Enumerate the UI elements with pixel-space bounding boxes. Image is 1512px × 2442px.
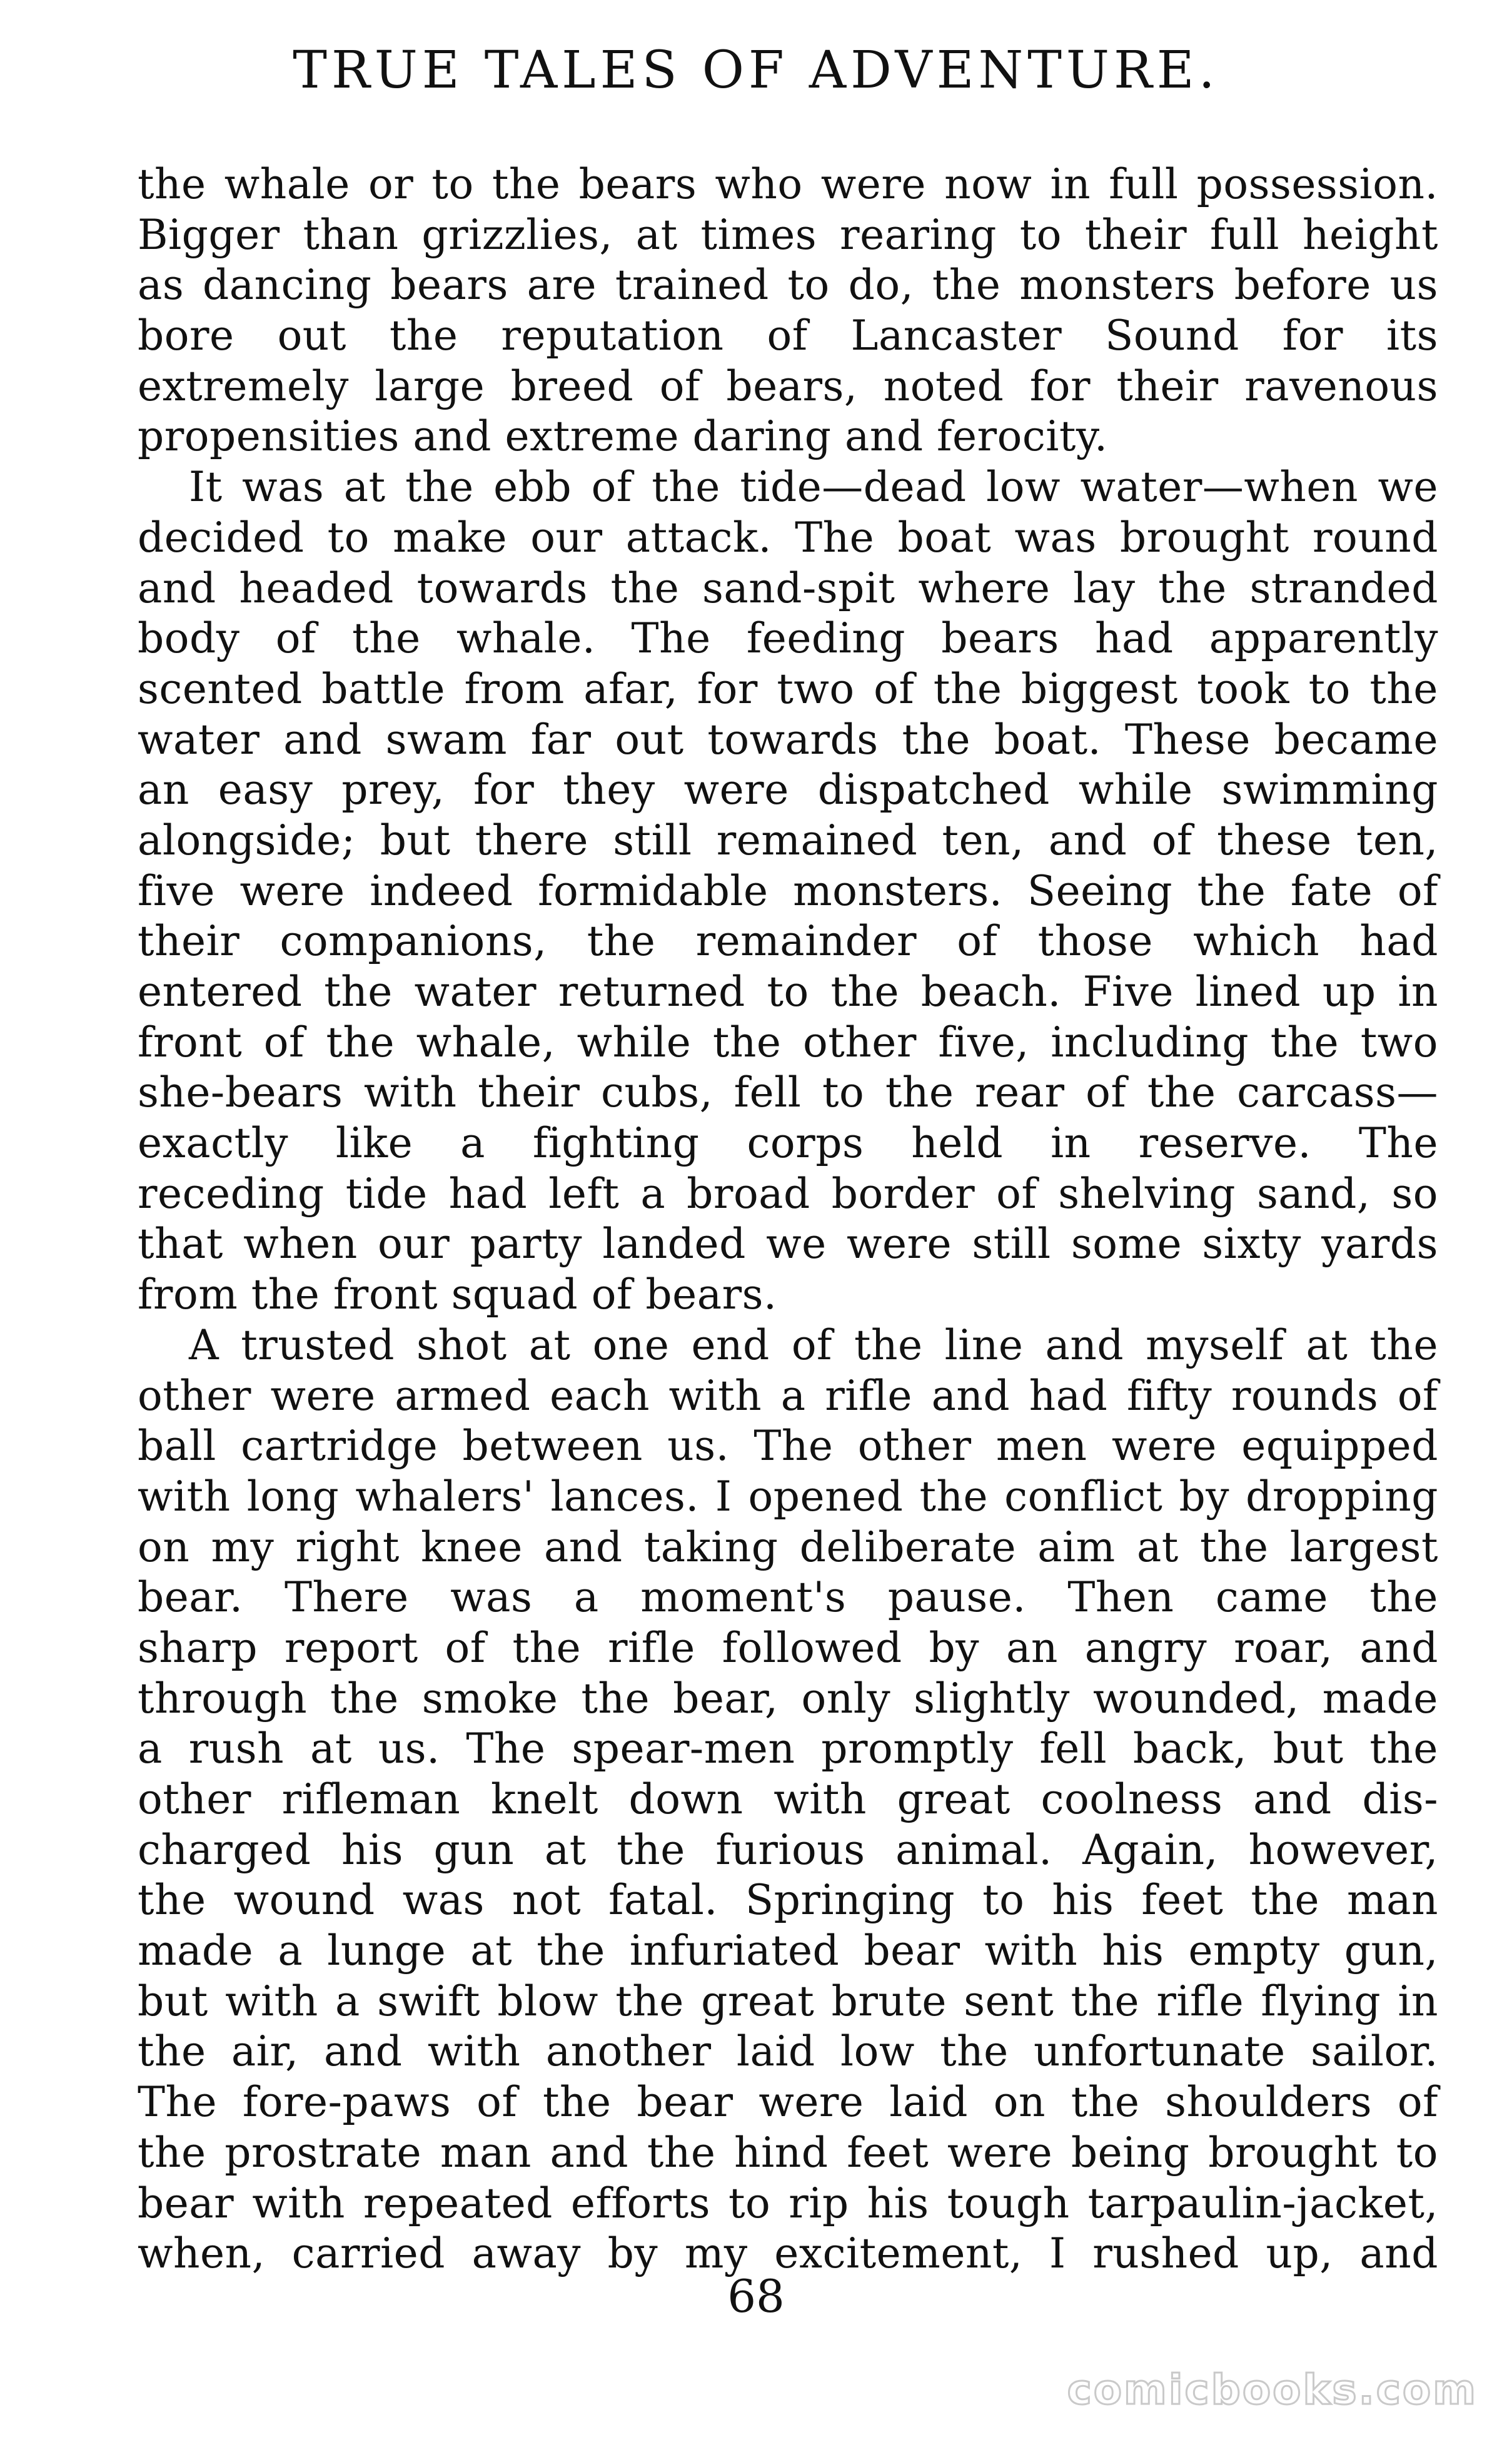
text-line: bear with repeated efforts to rip his tough tarpaulin-jacket, [138,2179,1438,2227]
text-line: with long whalers' lances. I opened the conflict by dropping [138,1472,1438,1521]
text-line: other rifleman knelt down with great coolness and dis- [138,1775,1438,1823]
text-line: bear. There was a moment's pause. Then came the [138,1573,1438,1622]
text-line: that when our party landed we were still some sixty yards [138,1220,1438,1269]
text-line: sharp report of the rifle followed by an angry roar, and [138,1623,1438,1672]
text-line: It was at the ebb of the tide—dead low water—when we [189,463,1438,512]
watermark: comicbooks.com [1067,2366,1478,2414]
text-line: alongside; but there still remained ten, and of these ten, [138,816,1438,864]
text-line: their companions, the remainder of those which had [138,917,1438,966]
text-line: but with a swift blow the great brute sent the rifle flying in [138,1977,1438,2025]
text-line: the whale or to the bears who were now in full possession. [138,160,1438,208]
text-line: ball cartridge between us. The other men were equipped [138,1422,1438,1471]
text-line: the air, and with another laid low the unfortunate sailor. [138,2027,1438,2076]
text-line: an easy prey, for they were dispatched while swimming [138,766,1438,814]
text-line: the prostrate man and the hind feet were being brought to [138,2128,1438,2177]
text-line: when, carried away by my excitement, I rushed up, and [138,2229,1438,2278]
text-line: through the smoke the bear, only slightly wounded, made [138,1674,1438,1723]
text-line: bore out the reputation of Lancaster Sound for its [138,312,1438,360]
text-line: The fore-paws of the bear were laid on the shoulders of [138,2078,1438,2127]
text-line: she-bears with their cubs, fell to the rear of the carcass— [138,1068,1438,1117]
text-line: the wound was not fatal. Springing to his feet the man [138,1876,1438,1925]
text-line: water and swam far out towards the boat. These became [138,715,1438,764]
text-line: scented battle from afar, for two of the biggest took to the [138,664,1438,713]
text-line: from the front squad of bears. [138,1270,777,1319]
text-line: Bigger than grizzlies, at times rearing to their full height [138,210,1438,259]
text-line: exactly like a fighting corps held in reserve. The [138,1119,1438,1168]
text-line: charged his gun at the furious animal. Again, however, [138,1825,1438,1874]
text-line: other were armed each with a rifle and had fifty rounds of [138,1371,1438,1420]
running-head: TRUE TALES OF ADVENTURE. [293,41,1219,100]
text-line: extremely large breed of bears, noted for their ravenous [138,362,1438,410]
body-text [138,160,1438,2279]
text-line: A trusted shot at one end of the line and myself at the [189,1320,1438,1369]
text-line: front of the whale, while the other five, including the two [138,1018,1438,1066]
text-line: on my right knee and taking deliberate aim at the largest [138,1522,1438,1571]
text-line: body of the whale. The feeding bears had apparently [138,614,1438,663]
text-line: and headed towards the sand-spit where lay the stranded [138,564,1438,612]
text-line: as dancing bears are trained to do, the monsters before us [138,261,1438,310]
text-line: receding tide had left a broad border of shelving sand, so [138,1169,1438,1218]
text-line: propensities and extreme daring and ferocity. [138,412,1108,461]
text-line: made a lunge at the infuriated bear with his empty gun, [138,1927,1438,1975]
text-line: entered the water returned to the beach. Five lined up in [138,968,1438,1016]
text-line: decided to make our attack. The boat was brought round [138,513,1438,562]
text-line: a rush at us. The spear-men promptly fell back, but the [138,1725,1438,1773]
text-line: five were indeed formidable monsters. Seeing the fate of [138,866,1438,915]
page-number: 68 [727,2270,785,2323]
